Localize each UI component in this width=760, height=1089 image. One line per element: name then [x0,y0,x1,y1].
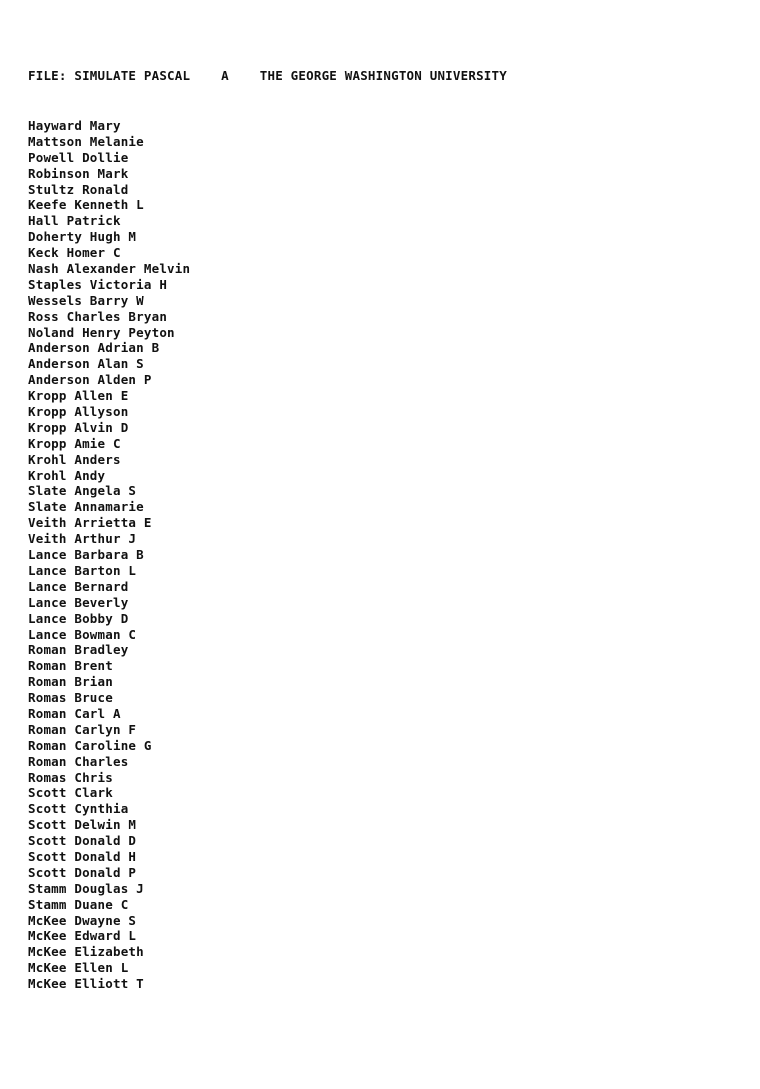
name-row: Scott Donald H [28,848,137,864]
name-row: McKee Dwayne S [28,912,137,928]
name-row: Wessels Barry W [28,292,144,308]
name-row: McKee Ellen L [28,960,129,976]
name-row: Slate Annamarie [28,499,144,515]
name-row: Anderson Alden P [28,372,152,388]
name-row: Roman Carl A [28,705,121,721]
name-row: Noland Henry Peyton [28,324,175,340]
name-row: Lance Bowman C [28,626,137,642]
name-row: Stamm Duane C [28,896,129,912]
name-row: Hall Patrick [28,213,121,229]
name-row: Scott Cynthia [28,801,129,817]
name-row: Lance Barbara B [28,547,144,563]
name-row: McKee Edward L [28,928,137,944]
file-header: FILE: SIMULATE PASCAL A THE GEORGE WASHINGTON UNIVERSITY [28,68,507,83]
name-row: McKee Elliott T [28,976,144,992]
name-row: Scott Donald D [28,833,137,849]
name-row: Lance Beverly [28,594,129,610]
name-row: Robinson Mark [28,165,129,181]
name-row: Scott Donald P [28,864,137,880]
name-row: Kropp Allen E [28,388,129,404]
name-row: Kropp Allyson [28,404,129,420]
name-row: Keefe Kenneth L [28,197,144,213]
name-row: Krohl Anders [28,451,121,467]
name-row: Anderson Adrian B [28,340,160,356]
name-row: Hayward Mary [28,118,121,133]
name-row: Stamm Douglas J [28,880,144,896]
name-row: Lance Bobby D [28,610,129,626]
name-row: Powell Dollie [28,149,129,165]
name-row: Kropp Amie C [28,435,121,451]
name-row: Slate Angela S [28,483,137,499]
name-row: Roman Charles [28,753,129,769]
name-row: Roman Brian [28,674,113,690]
name-row: Nash Alexander Melvin [28,261,191,277]
name-row: Romas Bruce [28,690,113,706]
name-row: Keck Homer C [28,245,121,261]
name-row: Romas Chris [28,769,113,785]
name-row: Lance Bernard [28,578,129,594]
name-row: Roman Bradley [28,642,129,658]
name-row: McKee Elizabeth [28,944,144,960]
name-row: Veith Arrietta E [28,515,152,531]
name-row: Roman Caroline G [28,737,152,753]
name-row: Scott Clark [28,785,113,801]
name-row: Staples Victoria H [28,276,168,292]
name-row: Ross Charles Bryan [28,308,168,324]
name-row: Kropp Alvin D [28,419,129,435]
name-row: Anderson Alan S [28,356,144,372]
name-row: Lance Barton L [28,562,137,578]
name-row: Mattson Melanie [28,133,144,149]
name-row: Krohl Andy [28,467,106,483]
name-row: Doherty Hugh M [28,229,137,245]
name-row: Stultz Ronald [28,181,129,197]
name-row: Roman Brent [28,658,113,674]
name-row: Scott Delwin M [28,817,137,833]
name-list [28,118,190,992]
name-row: Roman Carlyn F [28,721,137,737]
name-row: Veith Arthur J [28,531,137,547]
